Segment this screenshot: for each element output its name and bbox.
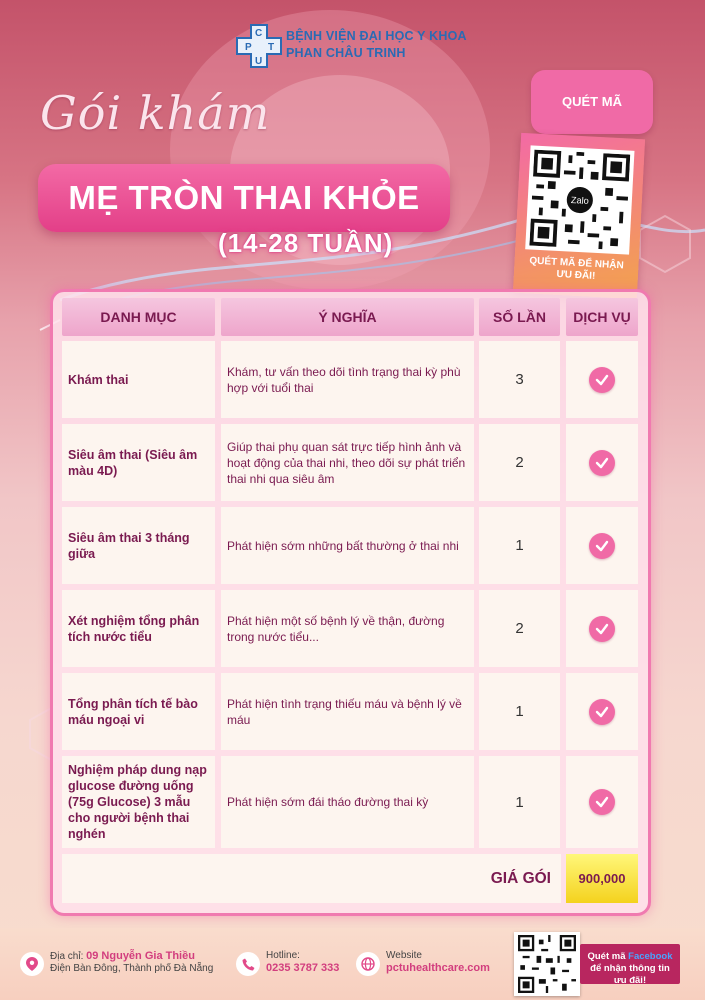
check-icon — [589, 367, 615, 393]
footer-website — [356, 950, 490, 976]
address-city: Điện Bàn Đông, Thành phố Đà Nẵng — [50, 963, 214, 974]
row-desc: Phát hiện sớm những bất thường ở thai nhi — [221, 507, 474, 584]
qr-code-icon — [517, 935, 577, 993]
row-count: 2 — [479, 590, 560, 667]
address-street: 09 Nguyễn Gia Thiều — [86, 950, 195, 962]
hospital-name — [286, 28, 467, 62]
website-link[interactable]: pctuhealthcare.com — [386, 962, 490, 974]
logo-letter-u: U — [255, 56, 263, 67]
phone-icon — [236, 952, 260, 976]
check-icon — [589, 533, 615, 559]
row-service — [566, 673, 638, 750]
header-meaning: Ý NGHĨA — [221, 298, 474, 336]
row-name: Xét nghiệm tổng phân tích nước tiểu — [62, 590, 215, 667]
check-icon — [589, 699, 615, 725]
row-service — [566, 424, 638, 501]
row-service — [566, 341, 638, 418]
qr-scan-label: QUÉT MÃ — [531, 70, 653, 134]
package-subtitle: (14-28 TUẦN) — [218, 228, 394, 258]
price-label: GIÁ GÓI — [62, 854, 561, 903]
row-count: 2 — [479, 424, 560, 501]
row-desc: Phát hiện một số bệnh lý về thận, đường trong nước tiểu... — [221, 590, 474, 667]
footer-address — [20, 950, 213, 976]
row-count: 1 — [479, 756, 560, 848]
fb-suffix: để nhận thông tin ưu đãi! — [590, 963, 670, 986]
row-name: Nghiệm pháp dung nạp glucose đường uống (75g Glucose) 3 mẫu cho người bệnh thai nghén — [62, 756, 215, 848]
row-service — [566, 507, 638, 584]
row-desc: Giúp thai phụ quan sát trực tiếp hình ảnh và hoạt động của thai nhi, theo dõi sự phát triển thai nhi qua siêu âm — [221, 424, 474, 501]
zalo-brand: Zalo — [570, 195, 590, 206]
package-title: MẸ TRÒN THAI KHỎE — [68, 179, 420, 216]
price-value: 900,000 — [566, 854, 638, 903]
facebook-scan-note — [580, 944, 680, 984]
logo-letter-t: T — [268, 42, 275, 53]
hospital-name-line2: PHAN CHÂU TRINH — [286, 46, 406, 60]
logo-letter-p: P — [245, 42, 252, 53]
header-count: SỐ LẦN — [479, 298, 560, 336]
facebook-qr-code[interactable] — [514, 932, 580, 996]
logo-letter-c: C — [255, 28, 263, 39]
row-count: 1 — [479, 673, 560, 750]
globe-icon — [356, 952, 380, 976]
hotline-label: Hotline: — [266, 950, 300, 961]
row-count: 3 — [479, 341, 560, 418]
address-label: Địa chỉ: — [50, 951, 84, 962]
header-service: DỊCH VỤ — [566, 298, 638, 336]
row-name: Siêu âm thai (Siêu âm màu 4D) — [62, 424, 215, 501]
check-icon — [589, 450, 615, 476]
header-category: DANH MỤC — [62, 298, 215, 336]
footer-hotline — [236, 950, 339, 976]
row-service — [566, 590, 638, 667]
row-service — [566, 756, 638, 848]
hospital-logo — [236, 24, 476, 68]
qr-code-icon — [529, 150, 630, 251]
row-desc: Phát hiện sớm đái tháo đường thai kỳ — [221, 756, 474, 848]
address-line1 — [50, 950, 213, 963]
hospital-cross-icon — [236, 24, 282, 68]
website-label: Website — [386, 950, 422, 961]
row-name: Tổng phân tích tế bào máu ngoại vi — [62, 673, 215, 750]
fb-brand: Facebook — [628, 951, 673, 962]
zalo-qr-code[interactable] — [525, 145, 634, 254]
check-icon — [589, 789, 615, 815]
qr-caption: QUÉT MÃ ĐỂ NHẬN ƯU ĐÃI! — [529, 255, 624, 282]
row-name: Siêu âm thai 3 tháng giữa — [62, 507, 215, 584]
hotline-number[interactable]: 0235 3787 333 — [266, 962, 340, 974]
location-pin-icon — [20, 952, 44, 976]
package-script-title: Gói khám — [40, 86, 271, 140]
row-desc: Phát hiện tình trạng thiếu máu và bệnh lý về máu — [221, 673, 474, 750]
fb-prefix: Quét mã — [587, 951, 626, 962]
row-desc: Khám, tư vấn theo dõi tình trạng thai kỳ phù hợp với tuổi thai — [221, 341, 474, 418]
check-icon — [589, 616, 615, 642]
package-title-banner — [38, 164, 450, 232]
zalo-qr-card[interactable] — [513, 133, 645, 299]
row-name: Khám thai — [62, 341, 215, 418]
hospital-name-line1: BỆNH VIỆN ĐẠI HỌC Y KHOA — [286, 29, 467, 43]
row-count: 1 — [479, 507, 560, 584]
